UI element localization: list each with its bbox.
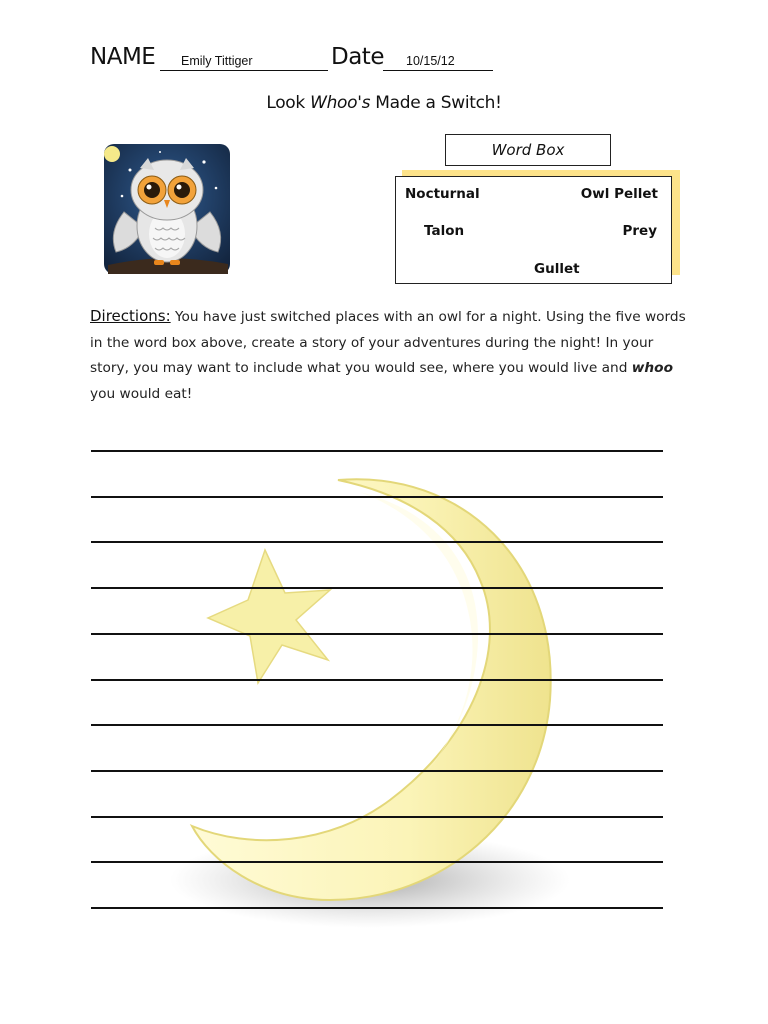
- date-value: 10/15/12: [406, 54, 455, 68]
- name-underline: [178, 70, 328, 71]
- date-label: Date: [331, 44, 384, 70]
- title-text-start: Look: [266, 93, 311, 113]
- writing-line[interactable]: [91, 907, 663, 909]
- writing-line[interactable]: [91, 861, 663, 863]
- directions-paragraph: [90, 304, 690, 407]
- writing-line[interactable]: [91, 724, 663, 726]
- directions-label: Directions:: [90, 307, 171, 325]
- name-label: NAME: [90, 44, 156, 70]
- writing-line[interactable]: [91, 587, 663, 589]
- writing-line[interactable]: [91, 679, 663, 681]
- star-icon: [208, 550, 330, 683]
- writing-line[interactable]: [91, 770, 663, 772]
- word-box-item: Nocturnal: [405, 186, 480, 202]
- writing-line[interactable]: [91, 496, 663, 498]
- name-value: Emily Tittiger: [181, 54, 253, 68]
- owl-icon: [100, 140, 234, 278]
- date-underline: [383, 70, 493, 71]
- word-box-label: Word Box: [445, 134, 611, 166]
- writing-line[interactable]: [91, 633, 663, 635]
- word-box-item: Owl Pellet: [580, 186, 658, 202]
- writing-line[interactable]: [91, 816, 663, 818]
- page-title: [0, 93, 768, 113]
- word-box-item: Talon: [424, 223, 465, 239]
- word-box-item: Prey: [622, 223, 657, 239]
- title-emphasis: Whoo's: [310, 93, 371, 113]
- title-text-end: Made a Switch!: [370, 93, 502, 113]
- writing-line[interactable]: [91, 450, 663, 452]
- name-underline-lead: [160, 70, 178, 71]
- word-box-item: Gullet: [534, 261, 580, 277]
- directions-text-end: you would eat!: [90, 385, 193, 402]
- directions-text: You have just switched places with an owl for a night. Using the five words in the word box above, create a story of your adventures during the night! In your story, you may want to include what you would see, where you would live and: [90, 309, 686, 376]
- owl-picture: [100, 140, 234, 278]
- writing-line[interactable]: [91, 541, 663, 543]
- word-box: [395, 176, 672, 284]
- directions-emphasis: whoo: [631, 360, 673, 376]
- header-row: [90, 44, 510, 78]
